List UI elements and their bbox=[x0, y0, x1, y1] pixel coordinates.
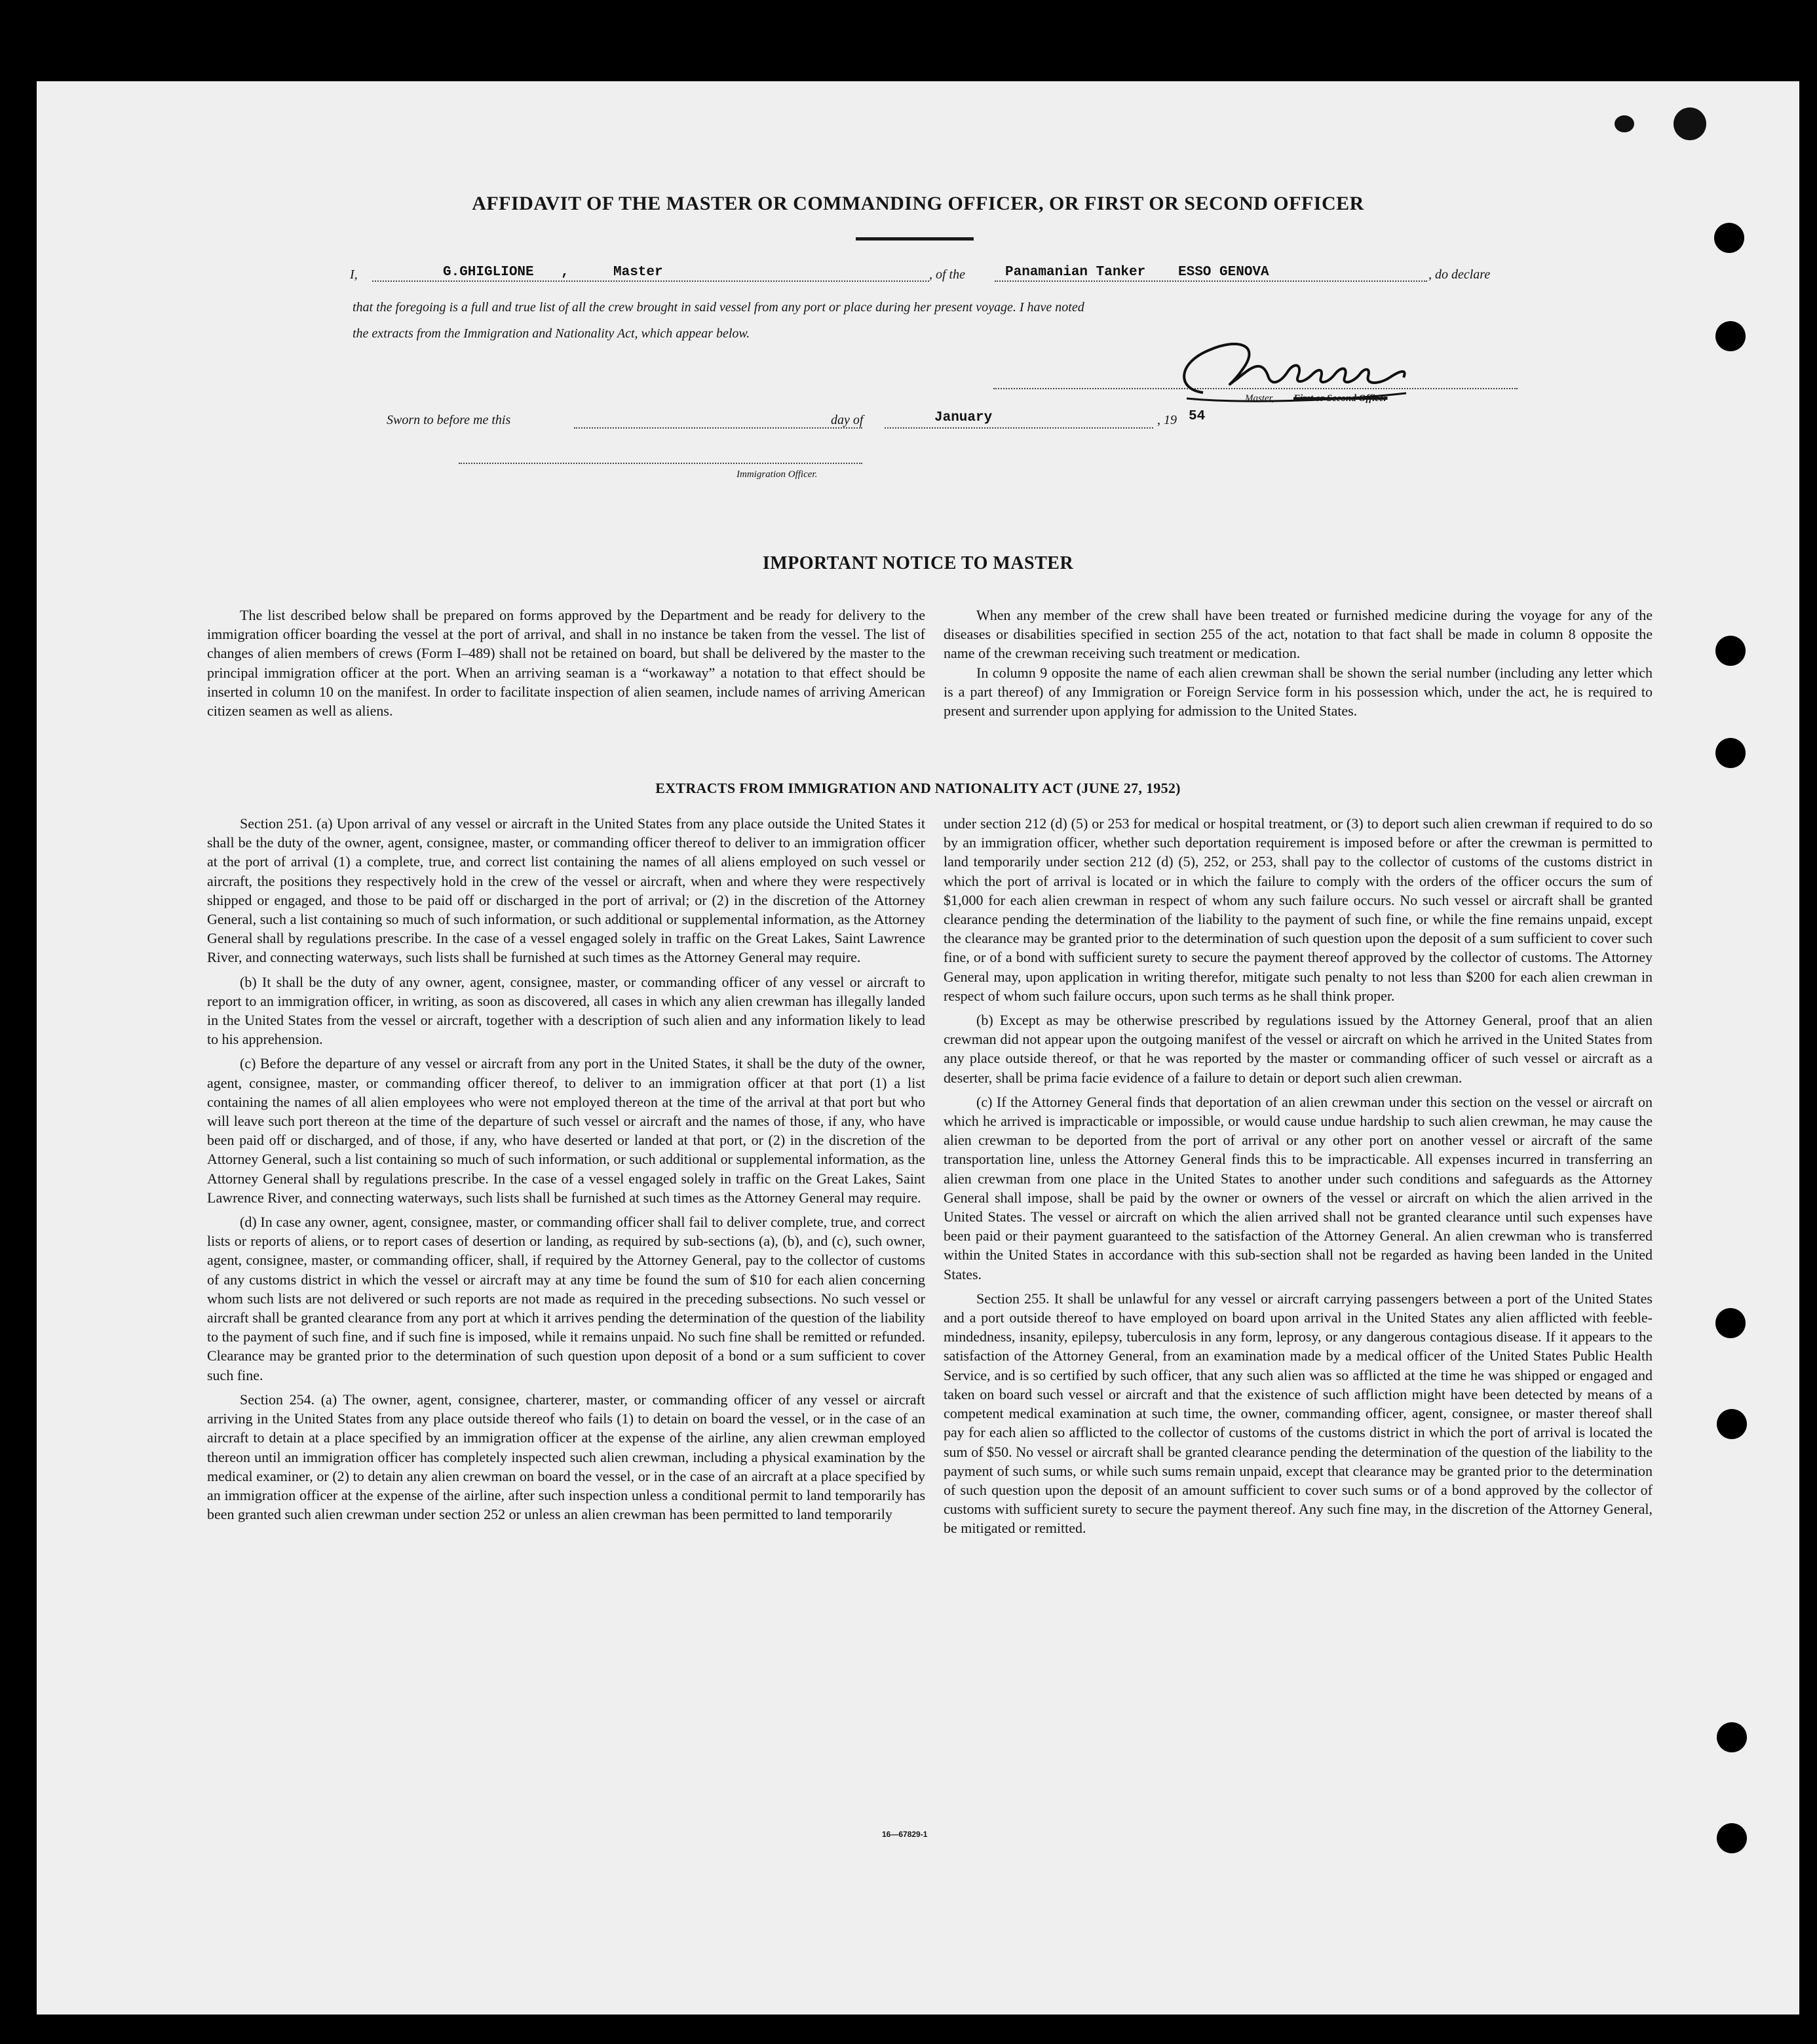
name-dotted-line bbox=[372, 280, 929, 282]
notice-title: IMPORTANT NOTICE TO MASTER bbox=[762, 553, 1074, 573]
section-254-c: (c) If the Attorney General finds that deportation of an alien crewman under this section on the vessel or aircraft on which he arrived is impracticable or impossible, or would cause undue hardship to such alien crewman, he may cause the alien crewman to be deported from the port of arrival or any other port on another vessel or aircraft of the same transportation line, unless the Attorney General finds this to be impracticable. All expenses incurred in transferring an alien crewman from one place in the United States to another under such conditions and safeguards as the Attorney General shall impose, shall be paid by the owner or owners of the vessel or aircraft on which the alien arrived in the United States. The vessel or aircraft on which the alien arrived shall not be granted clearance until such expenses have been paid or their payment guaranteed to the satisfaction of the Attorney General. An alien crewman who is transferred within the United States in accordance with this sub-section shall not be regarded as having been landed in the United States. bbox=[944, 1093, 1653, 1282]
binder-hole bbox=[1717, 1823, 1747, 1853]
section-254-b: (b) Except as may be otherwise prescribed by regulations issued by the Attorney General, proof that an alien crewman did not appear upon the outgoing manifest of the vessel or aircraft on which he arrived in the United States from any place outside thereof, or that he was reported by the master or commanding officer of such vessel or aircraft as a deserter, shall be prima facie evidence of a failure to detain or deport such alien crewman. bbox=[944, 1012, 1653, 1086]
vessel-name: ESSO GENOVA bbox=[1178, 265, 1269, 280]
document-page: AFFIDAVIT OF THE MASTER OR COMMANDING OFFICER, OR FIRST OR SECOND OFFICER I, G.GHIGLIONE , Master , of the Panamanian Tanker ESSO GENOVA , do declare that the foregoing is a full and true list of all the crew brought in said vessel from any port or place during her present voyage. I have noted the extracts from the Immigration and Nationality Act, which appear below. Master, First or Second Officer Sworn to before me this day of January , 19 54 Immigration Officer. IMPORTANT NOTICE TO MASTER The list described below shall be prepared on forms approved by the Department and be ready for delivery to the immigration officer boarding the vessel at the port of arrival, and shall in no instance be taken from the vessel. The list of changes of alien members of crews (Form I–489) shall not be retained on board, but shall be delivered by the master to the principal immigration officer at the port. When an arriving seaman is a “workaway” a notation to that effect should be inserted in column 10 on the manifest. In order to facilitate inspection of alien seamen, include names of arriving American citizen seamen as well as aliens. When any member of the crew shall have been treated or furnished medicine during the voyage for any of the diseases or disabilities specified in section 255 of the act, notation to that fact shall be made in column 8 opposite the name of the crewman receiving such treatment or medication. In column 9 opposite the name of each alien crewman shall be shown the serial number (including any letter which is a part thereof) of any Immigration or Foreign Service form in his possession which, under the act, he is required to present and surrender upon applying for admission to the United States. EXTRACTS FROM IMMIGRATION AND NATIONALITY ACT (JUNE 27, 1952) Section 251. (a) Upon arrival of any vessel or aircraft in the United States from any place outside the United States it shall be the duty of the owner, agent, consignee, master, or commanding officer thereof to deliver to an immigration officer at the port of arrival (1) a complete, true, and correct list containing the names of all aliens employed on such vessel or aircraft, the positions they respectively hold in the crew of the vessel or aircraft, when and where they were respectively shipped or engaged, and those to be paid off or discharged in the port of arrival; or (2) in the discretion of the Attorney General, such a list containing so much of such information, or such additional or supplemental information, as the Attorney General shall by regulations prescribe. In the case of a vessel engaged solely in traffic on the Great Lakes, Saint Lawrence River, and connecting waterways, such lists shall be furnished at such times as the Attorney General may require. (b) It shall be the duty of any owner, agent, consignee, master, or commanding officer of any vessel or aircraft to report to an immigration officer, in writing, as soon as discovered, all cases in which any alien crewman has illegally landed in the United States from the vessel or aircraft, together with a description of such alien and any information likely to lead to his apprehension. (c) Before the departure of any vessel or aircraft from any port in the United States, it shall be the duty of the owner, agent, consignee, master, or commanding officer thereof, to deliver to an immigration officer at that port (1) a list containing the names of all alien employees who were not employed thereon at the time of the arrival at that port but who will leave such port thereon at the time of the departure of such vessel or aircraft and the names of those, if any, who have been paid off or discharged, and of those, if any, who have deserted or landed at that port, or (2) in the discretion of the Attorney General, such a list containing so much of such information, or such additional or supplemental information, as the Attorney General shall by regulations prescribe. In the case of a vessel engaged solely in traffic on the Great Lakes, Saint Lawrence River, and connecting waterways, such lists shall be furnished at such times as the Attorney General may require. (d) In case any owner, agent, consignee, master, or commanding officer shall fail to deliver complete, true, and correct lists or reports of aliens, or to report cases of desertion or landing, as required by sub-sections (a), (b), and (c), such owner, agent, consignee, master, or commanding officer, shall, if required by the Attorney General, pay to the collector of customs of any customs district in which the vessel or aircraft may at any time be found the sum of $10 for each alien concerning whom such lists are not delivered or such reports are not made as required in the preceding subsections. No such vessel or aircraft shall be granted clearance from any port at which it arrives pending the determination of the question of the liability to the payment of such fine, and if such fine is imposed, while it remains unpaid. No such fine shall be remitted or refunded. Clearance may be granted prior to the determination of such question upon deposit of a bond or a sum sufficient to cover such fine. Section 254. (a) The owner, agent, consignee, charterer, master, or commanding officer of any vessel or aircraft arriving in the United States from any place outside thereof who fails (1) to detain on board the vessel, or in the case of an aircraft to detain at a place specified by an immigration officer at the expense of the airline, any alien crewman employed thereon until an immigration officer has completely inspected such alien crewman, including a physical examination by the medical examiner, or (2) to detain any alien crewman on board the vessel, or in the case of an aircraft at a place specified by an immigration officer at the expense of the airline, after such inspection unless a conditional permit to land temporarily has been granted such alien crewman under section 252 or unless an alien crewman has been permitted to land temporarily under section 212 (d) (5) or 253 for medical or hospital treatment, or (3) to deport such alien crewman if required to do so by an immigration officer, whether such deportation requirement is imposed before or after the crewman is permitted to land temporarily under section 212 (d) (5), 252, or 253, shall pay to the collector of customs of the customs district in which the port of arrival is located or in which the failure to comply with the orders of the officer occurs the sum of $1,000 for each alien crewman in respect of whom any such failure occurs. No such vessel or aircraft shall be granted clearance pending the determination of the liability to the payment of such fine, or while the fine remains unpaid, except the clearance may be granted prior to the determination of such question upon the deposit of a sum sufficient to cover such fine, or of a bond with sufficient surety to secure the payment thereof approved by the collector of customs. The Attorney General may, upon application in writing therefor, mitigate such penalty to not less than $200 for each alien crewman in respect of whom such failure occurs, upon such terms as he shall think proper. (b) Except as may be otherwise prescribed by regulations issued by the Attorney General, proof that an alien crewman did not appear upon the outgoing manifest of the vessel or aircraft on which he arrived in the United States from any place outside thereof, or that he was reported by the master or commanding officer of such vessel or aircraft as a deserter, shall be prima facie evidence of a failure to detain or deport such alien crewman. (c) If the Attorney General finds that deportation of an alien crewman under this section on the vessel or aircraft on which he arrived is impracticable or impossible, or would cause undue hardship to such alien crewman, he may cause the alien crewman to be deported from the port of arrival or any other port on another vessel or aircraft of the same transportation line, unless the Attorney General finds this to be impracticable. All expenses incurred in transferring an alien crewman from one place in the United States to another under such conditions and safeguards as the Attorney General shall impose, shall be paid by the owner or owners of the vessel or aircraft on which the alien arrived in the United States. The vessel or aircraft on which the alien arrived shall not be granted clearance until such expenses have been paid or their payment guaranteed to the satisfaction of the Attorney General. An alien crewman who is transferred within the United States in accordance with this sub-section shall not be regarded as having been landed in the United States. Section 255. It shall be unlawful for any vessel or aircraft carrying passengers between a port of the United States and a port outside thereof to have employed on board upon arrival in the United States any alien afflicted with feeble-mindedness, insanity, epilepsy, tuberculosis in any form, leprosy, or any dangerous contagious disease. If it appears to the satisfaction of the Attorney General, from an examination made by a medical officer of the United States Public Health Service, and is so certified by such officer, that any such alien was so afflicted at the time he was shipped or engaged and taken on board such vessel or aircraft and that the existence of such affliction might have been detected by means of a competent medical examination at such time, the owner, commanding officer, agent, consignee, or master thereof shall pay for each alien so afflicted to the collector of customs of the customs district in which the port of arrival is located the sum of $50. No vessel or aircraft shall be granted clearance pending the determination of the question of the liability to the payment of such sums, or while such sums remain unpaid, except that clearance may be granted prior to the determination of such question upon the deposit of an amount sufficient to cover such sums or of a bond approved by the collector of customs with sufficient surety to secure the payment thereof. Any such fine may, in the discretion of the Attorney General, be mitigated or remitted. 16—67829-1 bbox=[37, 81, 1799, 2015]
section-251-a: Section 251. (a) Upon arrival of any vessel or aircraft in the United States from any place outside the United States it shall be the duty of the owner, agent, consignee, master, or commanding officer thereof to deliver to an immigration officer at the port of arrival (1) a complete, true, and correct list containing the names of all aliens employed on such vessel or aircraft, the positions they respectively hold in the crew of the vessel or aircraft, when and where they were respectively shipped or engaged, and those to be paid off or discharged in the port of arrival; or (2) in the discretion of the Attorney General, such a list containing so much of such information, or such additional or supplemental information, as the Attorney General shall by regulations prescribe. In the case of a vessel engaged solely in traffic on the Great Lakes, Saint Lawrence River, and connecting waterways, such lists shall be furnished at such times as the Attorney General may require. bbox=[207, 815, 925, 966]
section-251-b: (b) It shall be the duty of any owner, agent, consignee, master, or commanding officer of any vessel or aircraft to report to an immigration officer, in writing, as soon as discovered, all cases in which any alien crewman has illegally landed in the United States from the vessel or aircraft, together with a description of such alien and any information likely to lead to his apprehension. bbox=[207, 973, 925, 1048]
notice-right-paragraph: In column 9 opposite the name of each alien crewman shall be shown the serial number (including any letter which is a part thereof) of any Immigration or Foreign Service form in his possession which, under the act, he is required to present and surrender upon applying for admission to the United States. bbox=[944, 664, 1653, 720]
officer-caption: Immigration Officer. bbox=[736, 469, 818, 480]
ink-blot bbox=[1674, 107, 1706, 140]
extracts-right-column bbox=[944, 814, 1653, 1538]
section-254-a: Section 254. (a) The owner, agent, consignee, charterer, master, or commanding officer of any vessel or aircraft arriving in the United States from any place outside thereof who fails (1) to detain on board the vessel, or in the case of an aircraft to detain at a place specified by an immigration officer at the expense of the airline, any alien crewman employed thereon until an immigration officer has completely inspected such alien crewman, including a physical examination by the medical examiner, or (2) to detain any alien crewman on board the vessel, or in the case of an aircraft at a place specified by an immigration officer at the expense of the airline, after such inspection unless a conditional permit to land temporarily has been granted such alien crewman under section 252 or unless an alien crewman has been permitted to land temporarily bbox=[207, 1391, 925, 1523]
binder-hole bbox=[1715, 1308, 1746, 1338]
master-name: G.GHIGLIONE bbox=[443, 265, 534, 280]
signature-caption-struck: First or Second Officer bbox=[1293, 393, 1388, 404]
extracts-left-column bbox=[207, 814, 925, 1524]
sworn-month: January bbox=[934, 410, 993, 425]
binder-hole bbox=[1715, 321, 1746, 351]
binder-hole bbox=[1714, 223, 1744, 253]
notice-right-column bbox=[944, 606, 1653, 720]
do-declare-label: , do declare bbox=[1428, 267, 1491, 282]
binder-hole bbox=[1717, 1722, 1747, 1752]
signature-caption-master: Master, bbox=[1245, 393, 1274, 404]
section-251-c: (c) Before the departure of any vessel or aircraft from any port in the United States, it shall be the duty of the owner, agent, consignee, master, or commanding officer thereof, to deliver to an immigration officer at that port (1) a list containing the names of all alien employees who were not employed thereon at the time of the arrival at that port but who will leave such port thereon at the time of the departure of such vessel or aircraft and the names of those, if any, who have been paid off or discharged, and of those, if any, who have deserted or landed at that port, or (2) in the discretion of the Attorney General, such a list containing so much of such information, or such additional or supplemental information, as the Attorney General shall by regulations prescribe. In the case of a vessel engaged solely in traffic on the Great Lakes, Saint Lawrence River, and connecting waterways, such lists shall be furnished at such times as the Attorney General may require. bbox=[207, 1055, 925, 1206]
month-dotted-line bbox=[885, 427, 1153, 429]
year-prefix: , 19 bbox=[1157, 413, 1177, 427]
form-number: 16—67829-1 bbox=[882, 1830, 928, 1839]
master-rank: Master bbox=[613, 265, 663, 280]
sworn-dotted-line bbox=[574, 427, 862, 429]
section-254-a-continued: under section 212 (d) (5) or 253 for medical or hospital treatment, or (3) to deport such alien crewman if required to do so by an immigration officer, whether such deportation requirement is imposed before or after the crewman is permitted to land temporarily under section 212 (d) (5), 252, or 253, shall pay to the collector of customs of the customs district in which the port of arrival is located or in which the failure to comply with the orders of the officer occurs the sum of $1,000 for each alien crewman in respect of whom any such failure occurs. No such vessel or aircraft shall be granted clearance pending the determination of the liability to the payment of such fine, or while the fine remains unpaid, except the clearance may be granted prior to the determination of such question upon the deposit of a sum sufficient to cover such fine, or of a bond with sufficient surety to secure the payment thereof approved by the collector of customs. The Attorney General may, upon application in writing therefor, mitigate such penalty to not less than $200 for each alien crewman in respect of whom such failure occurs, upon such terms as he shall think proper. bbox=[944, 815, 1653, 1004]
affidavit-i-label: I, bbox=[350, 267, 358, 282]
day-of-label: day of bbox=[831, 413, 864, 427]
ink-blot bbox=[1615, 115, 1634, 132]
officer-dotted-line bbox=[459, 463, 862, 464]
vessel-dotted-line bbox=[995, 280, 1427, 282]
of-the-label: , of the bbox=[929, 267, 965, 282]
vessel-type: Panamanian Tanker bbox=[1005, 265, 1146, 280]
year-suffix: 54 bbox=[1189, 409, 1206, 424]
section-255: Section 255. It shall be unlawful for any vessel or aircraft carrying passengers between a port of the United States and a port outside thereof to have employed on board upon arrival in the United States any alien afflicted with feeble-mindedness, insanity, epilepsy, tuberculosis in any form, leprosy, or any dangerous contagious disease. If it appears to the satisfaction of the Attorney General, from an examination made by a medical officer of the United States Public Health Service, and is so certified by such officer, that any such alien was so afflicted at the time he was shipped or engaged and taken on board such vessel or aircraft and that the existence of such affliction might have been detected by means of a competent medical examination at such time, the owner, commanding officer, agent, consignee, or master thereof shall pay for each alien so afflicted to the collector of customs of the customs district in which the port of arrival is located the sum of $50. No vessel or aircraft shall be granted clearance pending the determination of the question of the liability to the payment of such sums, or while such sums remain unpaid, except that clearance may be granted prior to the determination of such question upon the deposit of an amount sufficient to cover such sums or of a bond approved by the collector of customs with sufficient surety to secure the payment thereof. Any such fine may, in the discretion of the Attorney General, be mitigated or remitted. bbox=[944, 1290, 1653, 1537]
affidavit-heading: AFFIDAVIT OF THE MASTER OR COMMANDING OFFICER, OR FIRST OR SECOND OFFICER bbox=[472, 193, 1364, 214]
binder-hole bbox=[1715, 738, 1746, 768]
notice-right-paragraph: When any member of the crew shall have been treated or furnished medicine during the voyage for any of the diseases or disabilities specified in section 255 of the act, notation to that fact shall be made in column 8 opposite the name of the crewman receiving such treatment or medication. bbox=[944, 607, 1653, 662]
binder-hole bbox=[1715, 636, 1746, 666]
notice-left-column bbox=[207, 606, 925, 720]
sworn-label: Sworn to before me this bbox=[387, 413, 511, 427]
affidavit-line-2: that the foregoing is a full and true list of all the crew brought in said vessel from any port or place during her present voyage. I have noted bbox=[353, 300, 1084, 315]
binder-hole bbox=[1717, 1409, 1747, 1439]
heading-rule bbox=[856, 237, 974, 241]
section-251-d: (d) In case any owner, agent, consignee, master, or commanding officer shall fail to deliver complete, true, and correct lists or reports of aliens, or to report cases of desertion or landing, as required by sub-sections (a), (b), and (c), such owner, agent, consignee, master, or commanding officer, shall, if required by the Attorney General, pay to the collector of customs of any customs district in which the vessel or aircraft may at any time be found the sum of $10 for each alien concerning whom such lists are not delivered or such reports are not made as required in the preceding subsections. No such vessel or aircraft shall be granted clearance from any port at which it arrives pending the determination of the question of the liability to the payment of such fine, and if such fine is imposed, while it remains unpaid. No such fine shall be remitted or refunded. Clearance may be granted prior to the determination of such question upon deposit of a bond or a sum sufficient to cover such fine. bbox=[207, 1214, 925, 1383]
affidavit-line-3: the extracts from the Immigration and Nationality Act, which appear below. bbox=[353, 326, 750, 341]
notice-left-paragraph: The list described below shall be prepared on forms approved by the Department and be ready for delivery to the immigration officer boarding the vessel at the port of arrival, and shall in no instance be taken from the vessel. The list of changes of alien members of crews (Form I–489) shall not be retained on board, but shall be delivered by the master to the principal immigration officer at the port. When an arriving seaman is a “workaway” a notation to that effect should be inserted in column 10 on the manifest. In order to facilitate inspection of alien seamen, include names of arriving American citizen seamen as well as aliens. bbox=[207, 607, 925, 720]
extracts-title: EXTRACTS FROM IMMIGRATION AND NATIONALITY ACT (JUNE 27, 1952) bbox=[655, 780, 1181, 796]
